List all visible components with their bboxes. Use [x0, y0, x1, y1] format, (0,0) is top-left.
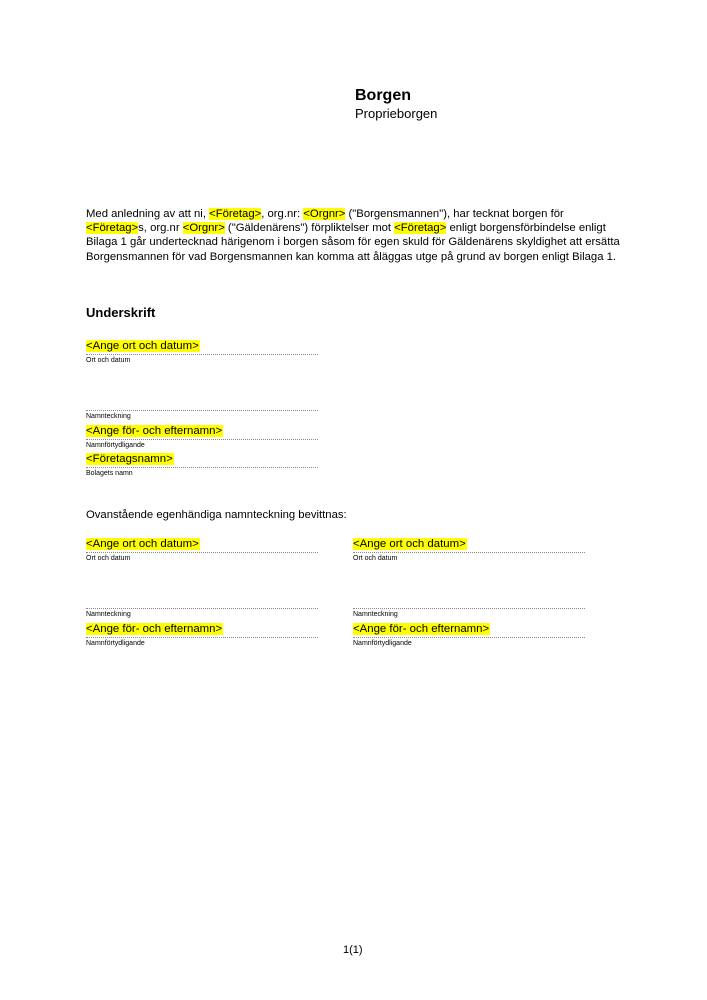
witness-left-place-date-field [86, 537, 318, 563]
placeholder-company[interactable]: <Företag> [394, 222, 447, 235]
field-label: Namnteckning [86, 413, 131, 420]
body-text: Med anledning av att ni, [86, 208, 210, 220]
witness-left-name-field [86, 622, 318, 648]
signature-line [86, 439, 318, 440]
company-name-placeholder[interactable]: <Företagsnamn> [86, 453, 173, 465]
placeholder-company[interactable]: <Företag> [86, 222, 139, 235]
name-placeholder[interactable]: <Ange för- och efternamn> [353, 623, 490, 635]
witness-left-signature-field [86, 593, 318, 619]
name-clarification-field [86, 424, 318, 450]
field-label: Ort och datum [86, 357, 131, 364]
place-date-placeholder[interactable]: <Ange ort och datum> [86, 340, 199, 352]
witness-intro: Ovanstående egenhändiga namnteckning bevittnas: [86, 509, 347, 521]
witness-right-name-field [353, 622, 585, 648]
body-text: ("Borgensmannen"), har tecknat borgen för [345, 208, 564, 220]
signature-line [353, 552, 585, 553]
signature-line [86, 410, 318, 411]
body-text: s, org.nr [138, 222, 183, 235]
name-placeholder[interactable]: <Ange för- och efternamn> [86, 623, 223, 635]
body-text: ("Gäldenärens") förpliktelser mot [224, 222, 395, 235]
field-label: Namnförtydligande [353, 640, 412, 647]
signature-line [353, 608, 585, 609]
body-paragraph [86, 207, 626, 264]
placeholder-orgnr[interactable]: <Orgnr> [182, 222, 225, 235]
signature-place-date-field [86, 339, 318, 365]
page-number: 1(1) [343, 944, 363, 956]
field-label: Ort och datum [86, 555, 131, 562]
signature-area[interactable] [86, 594, 87, 606]
document-subtitle: Proprieborgen [355, 106, 438, 121]
field-label: Namnförtydligande [86, 640, 145, 647]
body-text: , org.nr: [261, 208, 304, 220]
document-title: Borgen [355, 87, 411, 104]
signature-line [86, 608, 318, 609]
field-label: Namnförtydligande [86, 442, 145, 449]
field-label: Namnteckning [353, 611, 398, 618]
witness-right-signature-field [353, 593, 585, 619]
signature-field [86, 395, 318, 421]
signature-line [86, 552, 318, 553]
signature-line [86, 637, 318, 638]
signature-line [353, 637, 585, 638]
place-date-placeholder[interactable]: <Ange ort och datum> [86, 538, 199, 550]
placeholder-orgnr[interactable]: <Orgnr> [303, 208, 346, 220]
signature-area[interactable] [353, 594, 354, 606]
company-name-field [86, 452, 318, 478]
field-label: Bolagets namn [86, 470, 133, 477]
signature-area[interactable] [86, 396, 87, 408]
placeholder-company[interactable]: <Företag> [209, 208, 262, 220]
body-text: enligt borgensförbindelse enligt Bilaga 1 går undertecknad härigenom i borgen såsom för egen skuld för Gäldenärens skyldighet att ersätta Borgensmannen för vad Borgensmannen kan komma att åläggas utge på grund av borgen enligt Bilaga 1. [86, 222, 620, 263]
witness-right-place-date-field [353, 537, 585, 563]
name-placeholder[interactable]: <Ange för- och efternamn> [86, 425, 223, 437]
signature-heading: Underskrift [86, 305, 156, 320]
signature-line [86, 467, 318, 468]
field-label: Namnteckning [86, 611, 131, 618]
place-date-placeholder[interactable]: <Ange ort och datum> [353, 538, 466, 550]
signature-line [86, 354, 318, 355]
field-label: Ort och datum [353, 555, 398, 562]
